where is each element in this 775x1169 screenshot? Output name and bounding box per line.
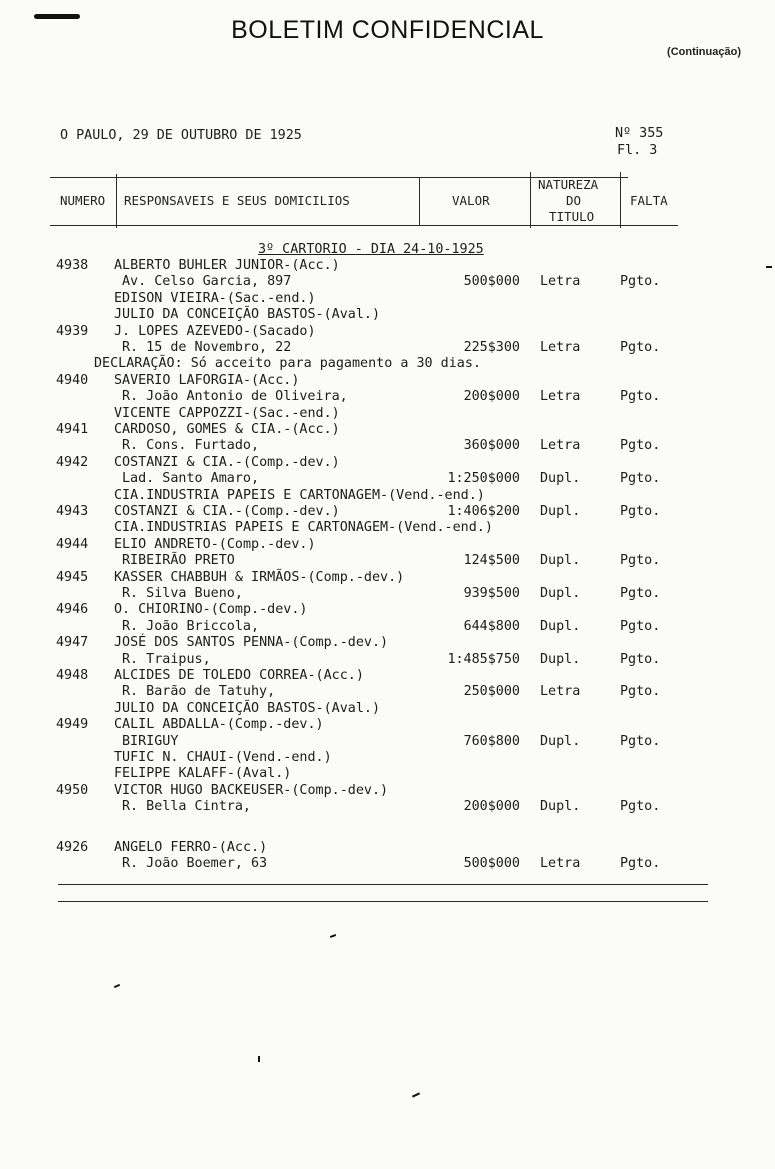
entry-status: Pgto. [620,438,661,454]
entry-title-type: Letra [540,274,581,290]
entry-value: 939$500 [463,586,520,601]
table-row [0,389,775,405]
column-responsaveis: RESPONSAVEIS E SEUS DOMICILIOS [124,193,350,208]
entry-party: JULIO DA CONCEIÇÃO BASTOS-(Aval.) [114,307,381,323]
entry-title-type: Dupl. [540,586,581,601]
table-row [0,258,775,274]
column-natureza: DO [566,193,582,208]
entry-address: R. Bella Cintra, [122,799,251,815]
table-row [0,471,775,487]
column-natureza: TITULO [549,209,595,224]
entry-number: 4941 [56,422,89,437]
table-row [0,504,775,520]
entry-party: KASSER CHABBUH & IRMÃOS-(Comp.-dev.) [114,569,405,585]
entry-party: EDISON VIEIRA-(Sac.-end.) [114,290,316,306]
entry-number: 4939 [56,323,89,339]
entry-title-type: Dupl. [540,618,581,634]
table-row [0,570,775,586]
entry-status: Pgto. [620,586,661,601]
entry-party: ALCIDES DE TOLEDO CORREA-(Acc.) [114,668,364,683]
entry-title-type: Letra [540,389,581,405]
doc-number: Nº 355 [615,126,664,141]
table-row [0,553,775,569]
table-row [0,840,775,856]
entry-value: 500$000 [463,856,520,872]
entry-party: CALIL ABDALLA-(Comp.-dev.) [114,717,324,733]
entry-address: R. Traipus, [122,651,211,667]
entry-status: Pgto. [620,856,661,872]
entry-value: 644$800 [463,618,520,634]
entry-party: CARDOSO, GOMES & CIA.-(Acc.) [114,422,340,437]
table-row [0,340,775,356]
entry-value: 1:485$750 [447,651,520,667]
entry-status: Pgto. [620,340,661,355]
entry-status: Pgto. [620,274,661,290]
entry-value: 760$800 [463,733,520,749]
entry-number: 4947 [56,635,89,651]
entry-number: 4950 [56,782,89,798]
header-divider [116,174,117,228]
table-row [0,586,775,602]
table-row [0,373,775,389]
table-row [0,438,775,454]
table-row [0,799,775,815]
entry-address: Av. Celso Garcia, 897 [122,274,292,290]
entry-party: COSTANZI & CIA.-(Comp.-dev.) [114,504,340,519]
entry-value: 1:250$000 [447,471,520,487]
entry-status: Pgto. [620,471,661,487]
entry-party: CIA.INDUSTRIAS PAPEIS E CARTONAGEM-(Vend.-end.) [114,520,493,536]
entry-party: J. LOPES AZEVEDO-(Sacado) [114,323,316,339]
table-row [0,717,775,733]
table-row [0,520,775,536]
table-row [0,406,775,422]
entry-address: R. João Antonio de Oliveira, [122,389,348,405]
section-title: 3º CARTORIO - DIA 24-10-1925 [258,242,484,257]
entry-status: Pgto. [620,651,661,667]
entry-party: SAVERIO LAFORGIA-(Acc.) [114,372,300,388]
entry-title-type: Dupl. [540,504,581,519]
table-row [0,307,775,323]
entry-value: 250$000 [463,684,520,700]
entry-address: BIRIGUY [122,733,179,749]
entry-address: R. Cons. Furtado, [122,438,260,454]
sheet-number: Fl. 3 [617,143,658,158]
table-row [0,619,775,635]
header-bottom-rule [50,225,678,226]
entry-party: FELIPPE KALAFF-(Aval.) [114,766,292,782]
entry-party: ELIO ANDRETO-(Comp.-dev.) [114,536,316,552]
entry-title-type: Dupl. [540,733,581,749]
column-falta: FALTA [630,193,668,208]
entry-party: DECLARAÇÃO: Só acceito para pagamento a 30 dias. [94,356,481,372]
entry-party: VICTOR HUGO BACKEUSER-(Comp.-dev.) [114,782,389,798]
entry-value: 500$000 [463,274,520,290]
table-row [0,652,775,668]
table-row [0,635,775,651]
table-row [0,856,775,872]
entry-value: 1:406$200 [447,504,520,519]
table-row [0,455,775,471]
entry-party: TUFIC N. CHAUI-(Vend.-end.) [114,750,332,765]
column-valor: VALOR [452,193,490,208]
entry-title-type: Letra [540,856,581,872]
scan-speck [258,1056,260,1062]
scan-speck [330,934,336,938]
entry-title-type: Letra [540,684,581,700]
scan-speck [412,1092,420,1097]
table-row [0,750,775,766]
table-row [0,291,775,307]
entry-address: R. 15 de Novembro, 22 [122,340,292,355]
entry-number: 4940 [56,372,89,388]
entry-title-type: Dupl. [540,651,581,667]
entry-number: 4938 [56,258,89,273]
entry-title-type: Dupl. [540,799,581,815]
entry-party: ALBERTO BUHLER JUNIOR-(Acc.) [114,258,340,273]
entry-number: 4944 [56,536,89,552]
entry-title-type: Dupl. [540,553,581,569]
entry-number: 4946 [56,602,89,618]
table-row [0,684,775,700]
table-row [0,537,775,553]
entry-party: JOSÉ DOS SANTOS PENNA-(Comp.-dev.) [114,635,389,651]
entry-number: 4949 [56,717,89,733]
entry-party: O. CHIORINO-(Comp.-dev.) [114,602,308,618]
entry-address: RIBEIRÃO PRETO [122,553,235,569]
continuation-label: (Continuação) [667,46,741,58]
table-row [0,422,775,438]
entry-number: 4942 [56,454,89,470]
footer-rule [58,884,708,885]
entry-address: R. João Briccola, [122,618,260,634]
entry-value: 225$300 [463,340,520,355]
entry-value: 200$000 [463,799,520,815]
entry-title-type: Dupl. [540,471,581,487]
table-row [0,274,775,290]
entry-number: 4948 [56,668,89,683]
entry-party: VICENTE CAPPOZZI-(Sac.-end.) [114,405,340,421]
entry-status: Pgto. [620,799,661,815]
table-row [0,602,775,618]
entry-value: 360$000 [463,438,520,454]
entry-status: Pgto. [620,504,661,519]
entry-value: 200$000 [463,389,520,405]
table-row [0,668,775,684]
table-row [0,734,775,750]
entry-address: R. Silva Bueno, [122,586,243,601]
entry-address: R. Barão de Tatuhy, [122,684,276,700]
column-natureza: NATUREZA [538,177,599,192]
entry-title-type: Letra [540,438,581,454]
table-row [0,488,775,504]
entry-number: 4945 [56,569,89,585]
entry-title-type: Letra [540,340,581,355]
header-divider [530,172,531,228]
entry-address: Lad. Santo Amaro, [122,471,260,487]
entry-party: ANGELO FERRO-(Acc.) [114,840,268,855]
footer-rule [58,901,708,902]
entry-address: R. João Boemer, 63 [122,856,268,872]
page-title: BOLETIM CONFIDENCIAL [231,16,544,44]
entry-status: Pgto. [620,733,661,749]
table-row [0,766,775,782]
table-row [0,701,775,717]
table-row [0,783,775,799]
entry-status: Pgto. [620,389,661,405]
table-row [0,816,775,832]
entry-number: 4926 [56,840,89,855]
entry-status: Pgto. [620,553,661,569]
header-divider [419,178,420,226]
column-numero: NUMERO [60,193,106,208]
entry-party: CIA.INDUSTRIA PAPEIS E CARTONAGEM-(Vend.-end.) [114,487,485,503]
entry-party: JULIO DA CONCEIÇÃO BASTOS-(Aval.) [114,700,381,716]
table-row [0,324,775,340]
entry-value: 124$500 [463,553,520,569]
entry-party: COSTANZI & CIA.-(Comp.-dev.) [114,454,340,470]
scan-speck [114,984,120,988]
entry-status: Pgto. [620,684,661,700]
entry-status: Pgto. [620,618,661,634]
table-row [0,356,775,372]
city-date: O PAULO, 29 DE OUTUBRO DE 1925 [60,128,302,143]
entry-number: 4943 [56,504,89,519]
header-divider [620,172,621,228]
